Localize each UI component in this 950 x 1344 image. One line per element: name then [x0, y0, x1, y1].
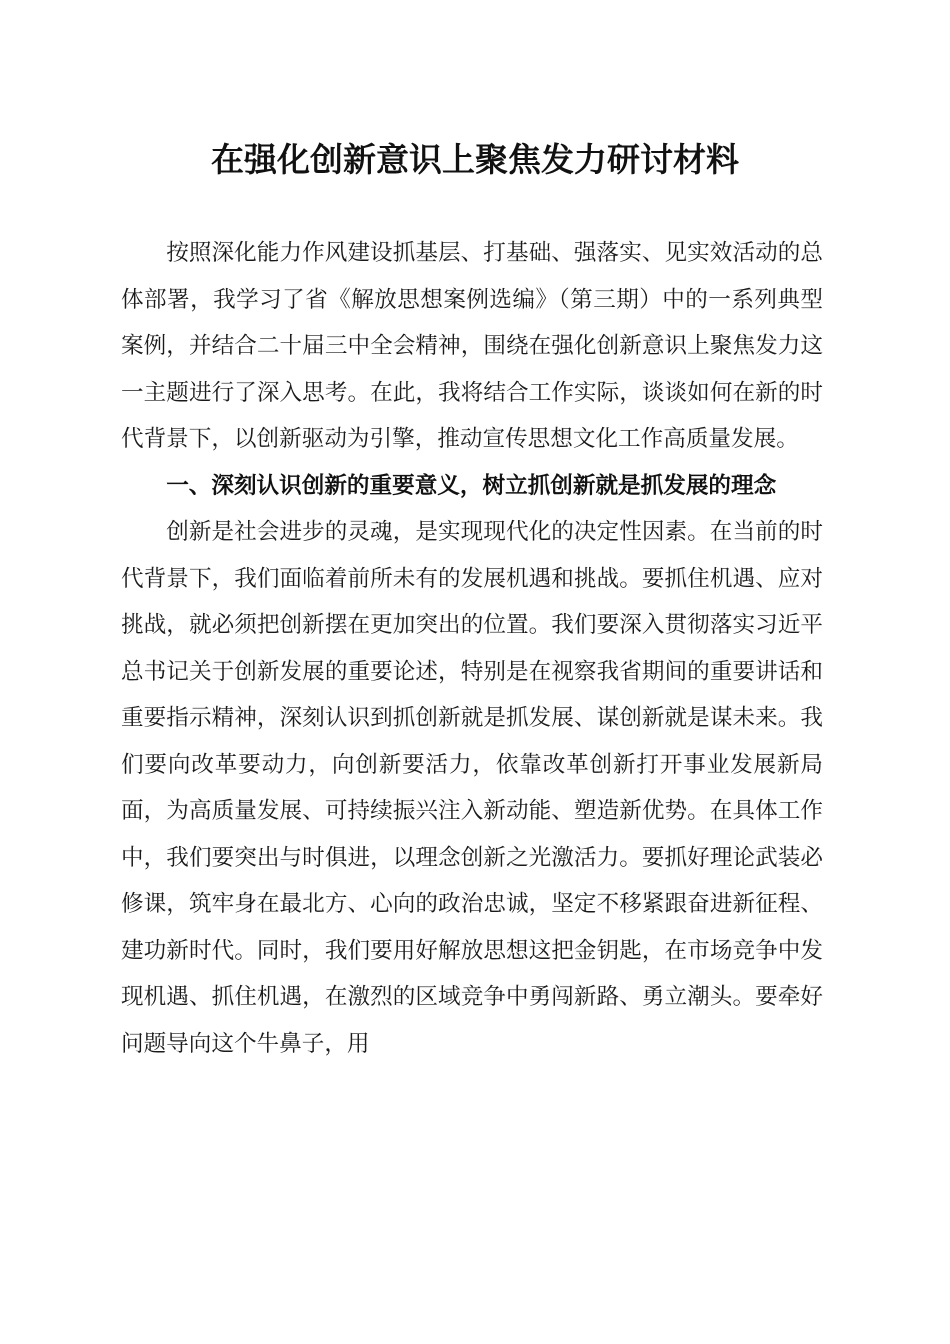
document-body	[121, 230, 823, 1067]
document-title: 在强化创新意识上聚焦发力研讨材料	[211, 140, 739, 179]
intro-paragraph: 按照深化能力作风建设抓基层、打基础、强落实、见实效活动的总体部署，我学习了省《解放思想案例选编》（第三期）中的一系列典型案例，并结合二十届三中全会精神，围绕在强化创新意识上聚焦发力这一主题进行了深入思考。在此，我将结合工作实际，谈谈如何在新的时代背景下，以创新驱动为引擎，推动宣传思想文化工作高质量发展。	[121, 240, 823, 452]
section-1-paragraph: 创新是社会进步的灵魂，是实现现代化的决定性因素。在当前的时代背景下，我们面临着前所未有的发展机遇和挑战。要抓住机遇、应对挑战，就必须把创新摆在更加突出的位置。我们要深入贯彻落实习近平总书记关于创新发展的重要论述，特别是在视察我省期间的重要讲话和重要指示精神，深刻认识到抓创新就是抓发展、谋创新就是谋未来。我们要向改革要动力，向创新要活力，依靠改革创新打开事业发展新局面，为高质量发展、可持续振兴注入新动能、塑造新优势。在具体工作中，我们要突出与时俱进，以理念创新之光激活力。要抓好理论武装必修课，筑牢身在最北方、心向的政治忠诚，坚定不移紧跟奋进新征程、建功新时代。同时，我们要用好解放思想这把金钥匙，在市场竞争中发现机遇、抓住机遇，在激烈的区域竞争中勇闯新路、勇立潮头。要牵好问题导向这个牛鼻子，用	[121, 519, 823, 1057]
section-heading-1: 一、深刻认识创新的重要意义，树立抓创新就是抓发展的理念	[166, 472, 777, 499]
